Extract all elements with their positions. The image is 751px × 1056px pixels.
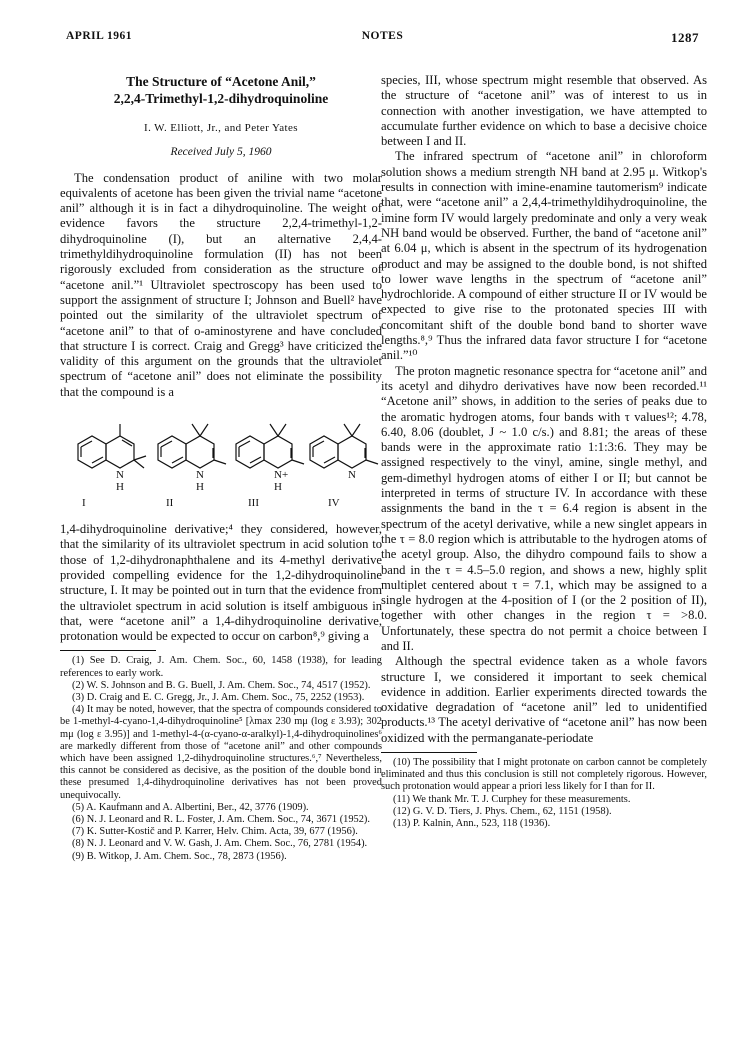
title-line-1: The Structure of “Acetone Anil,” xyxy=(126,74,316,89)
structure-3-drawing xyxy=(236,424,304,468)
footnote-rule-left xyxy=(60,650,156,651)
title-line-2: 2,2,4-Trimethyl-1,2-dihydroquinoline xyxy=(113,91,329,106)
footnote: (1) See D. Craig, J. Am. Chem. Soc., 60, 1458 (1938), for leading references to early work. xyxy=(60,655,382,679)
paragraph-2: 1,4-dihydroquinoline derivative;⁴ they considered, however, that the similarity of its ultraviolet spectrum in acid solution to those of 1,2-dihydronaphthalene and its 4-methyl derivative provided compelling evidence for the 1,2-dihydroquinoline structure, I. It may be pointed out in turn that the evidence from the ultraviolet spectrum in acid solution is itself ambiguous in that, were “acetone anil” a 1,4-dihydroquinoline derivative, protonation would be expected to occur on carbon⁸,⁹ giving a xyxy=(60,522,382,644)
paragraph-6: Although the spectral evidence taken as a whole favors structure I, we considered it important to seek chemical evidence in addition. Earlier experiments directed towards the oxidative degradation of “acetone anil” led to unidentified products.¹³ The acetyl derivative of “acetone anil” has now been oxidized with the permanganate-periodate xyxy=(381,654,707,745)
footnotes-right xyxy=(381,757,707,830)
atom-h-1: H xyxy=(116,481,124,494)
left-column xyxy=(60,73,382,863)
footnote: (5) A. Kaufmann and A. Albertini, Ber., 42, 3776 (1909). xyxy=(72,801,309,813)
paragraph-1: The condensation product of aniline with two molar equivalents of acetone has been given the trivial name “acetone anil” although it is in fact a dihydroquinoline. The weight of evidence favors the structure 2,2,4-trimethyl-1,2-dihydroquinoline (I), but an alternative 2,4,4-trimethyldihydroquinoline formulation (II) has not been rigorously excluded from consideration as the structure of “acetone anil.”¹ Ultraviolet spectroscopy has been used to support the assignment of structure I; Johnson and Buell² have pointed out the similarity of the ultraviolet spectrum of “acetone anil” to that of o-aminostyrene and have concluded that structure I is correct. Craig and Gregg³ have criticized the validity of this argument on the grounds that the ultraviolet spectrum of “acetone anil” does not eliminate the possibility that the compound is a xyxy=(60,170,382,399)
footnotes-left xyxy=(60,655,382,862)
footnote: (9) B. Witkop, J. Am. Chem. Soc., 78, 2873 (1956). xyxy=(72,850,287,862)
structures-svg xyxy=(60,406,382,516)
footnote: (12) G. V. D. Tiers, J. Phys. Chem., 62, 1151 (1958). xyxy=(393,805,612,817)
structure-1-drawing xyxy=(78,424,146,468)
structure-label-2: II xyxy=(166,497,174,510)
structure-label-4: IV xyxy=(328,497,340,510)
structure-4-drawing xyxy=(310,424,378,468)
page-header xyxy=(66,30,699,50)
footnote: (11) We thank Mr. T. J. Curphey for these measurements. xyxy=(393,793,631,805)
header-section: NOTES xyxy=(361,30,404,42)
paragraph-5: The proton magnetic resonance spectra for “acetone anil” and its acetyl and dihydro derivatives have now been recorded.¹¹ “Acetone anil” shows, in addition to the series of peaks due to the aromatic hydrogen atoms, four bands with τ values¹²; 4.78, 6.40, 8.06 (doublet, J ~ 1.0 c/s.) and 8.81; the areas of these bands were in the approximate ratio 1:1:3:6. They may be assigned respectively to the vinyl, amine, single methyl, and gem-dimethyl hydrogen atoms of either I or II; but cannot be interpreted in terms of structure IV. In accordance with these assignments the band in the τ = 6.4 region is absent in the spectrum of the acetyl derivative, while a new singlet appears in the τ = 8.0 region which is attributable to the hydrogen atoms of the acetyl group. Also, the dihydro compound fails to show a band in the τ = 4.5–5.0 region, and shows a new, highly split multiplet centered about τ = 7.1, which may be assigned to a single hydrogen at the 4-position of I (or the 2 position of II), together with other changes in the region τ = >8.0. Unfortunately, these spectra do not permit a choice between I and II. xyxy=(381,363,707,653)
paragraph-4: The infrared spectrum of “acetone anil” in chloroform solution shows a medium strength NH band at 2.95 μ. Witkop's results in connection with imine-enamine tautomerism⁹ indicate that, were “acetone anil” a 2,4,4-trimethyldihydroquinoline, the imine form IV would largely predominate and only a very weak NH band would be observed. Further, the band of “acetone anil” at 6.04 μ, which is absent in the spectrum of its hydrogenation product and may be assigned to the double bond, is not shifted to lower wave lengths in the spectrum of “acetone anil” hydrochloride. A compound of either structure II or IV would be expected to give rise to the protonated species III with concomitant shift of the double bond band to shorter wave lengths.⁸,⁹ Thus the infrared data favor structure I for “acetone anil.”¹⁰ xyxy=(381,149,707,363)
authors: I. W. Elliott, Jr., and Peter Yates xyxy=(144,122,298,134)
paragraph-3: species, III, whose spectrum might resemble that observed. As the structure of “acetone anil” was of interest to us in connection with another investigation, we have attempted to accumulate further evidence on which to base a decisive choice between I and II. xyxy=(381,73,707,149)
footnote: (7) K. Sutter-Kostič and P. Karrer, Helv. Chim. Acta, 39, 677 (1956). xyxy=(72,826,358,838)
atom-h-3: H xyxy=(274,481,282,494)
atom-n-plus-3: N+ xyxy=(274,469,289,482)
footnote: (2) W. S. Johnson and B. G. Buell, J. Am. Chem. Soc., 74, 4517 (1952). xyxy=(72,679,371,691)
article-title xyxy=(60,73,382,107)
structure-label-1: I xyxy=(82,497,86,510)
header-date: APRIL 1961 xyxy=(66,30,133,42)
footnote-rule-right xyxy=(381,752,477,753)
atom-n-1: N xyxy=(116,469,124,482)
page-number: 1287 xyxy=(671,30,699,45)
atom-n-4: N xyxy=(348,469,356,482)
footnote: (10) The possibility that I might protonate on carbon cannot be completely eliminated and thus this conclusion is still not completely rigorous. However, such protonation would appear a priori less likely for I than for II. xyxy=(381,757,707,793)
footnote: (3) D. Craig and E. C. Gregg, Jr., J. Am. Chem. Soc., 75, 2252 (1953). xyxy=(72,692,365,704)
structures-figure xyxy=(60,406,382,516)
structure-label-3: III xyxy=(248,497,259,510)
right-column xyxy=(381,73,707,830)
footnote: (6) N. J. Leonard and R. L. Foster, J. Am. Chem. Soc., 74, 3671 (1952). xyxy=(72,814,370,826)
footnote: (13) P. Kalnin, Ann., 523, 118 (1936). xyxy=(393,818,551,830)
received-date: Received July 5, 1960 xyxy=(170,146,272,159)
atom-h-2: H xyxy=(196,481,204,494)
atom-n-2: N xyxy=(196,469,204,482)
footnote: (4) It may be noted, however, that the spectra of compounds considered to be 1-methyl-4-cyano-1,4-dihydroquinoline⁵ [λmax 230 mμ (log ε 3.93); 302 mμ (log ε 3.95)] and 1-methyl-4-(α-cyano-α-aralkyl)-1,4-dihydroquinolines⁶ are markedly different from those of “acetone anil” and other compounds which have been assigned 1,2-dihydroquinoline structures.⁶,⁷ Nevertheless, this cannot be considered as decisive, as the position of the double bond in these presumed 1,4-dihydroquinoline derivatives has not been proved unequivocally. xyxy=(60,704,382,801)
footnote: (8) N. J. Leonard and V. W. Gash, J. Am. Chem. Soc., 76, 2781 (1954). xyxy=(72,838,368,850)
structure-2-drawing xyxy=(158,424,226,468)
